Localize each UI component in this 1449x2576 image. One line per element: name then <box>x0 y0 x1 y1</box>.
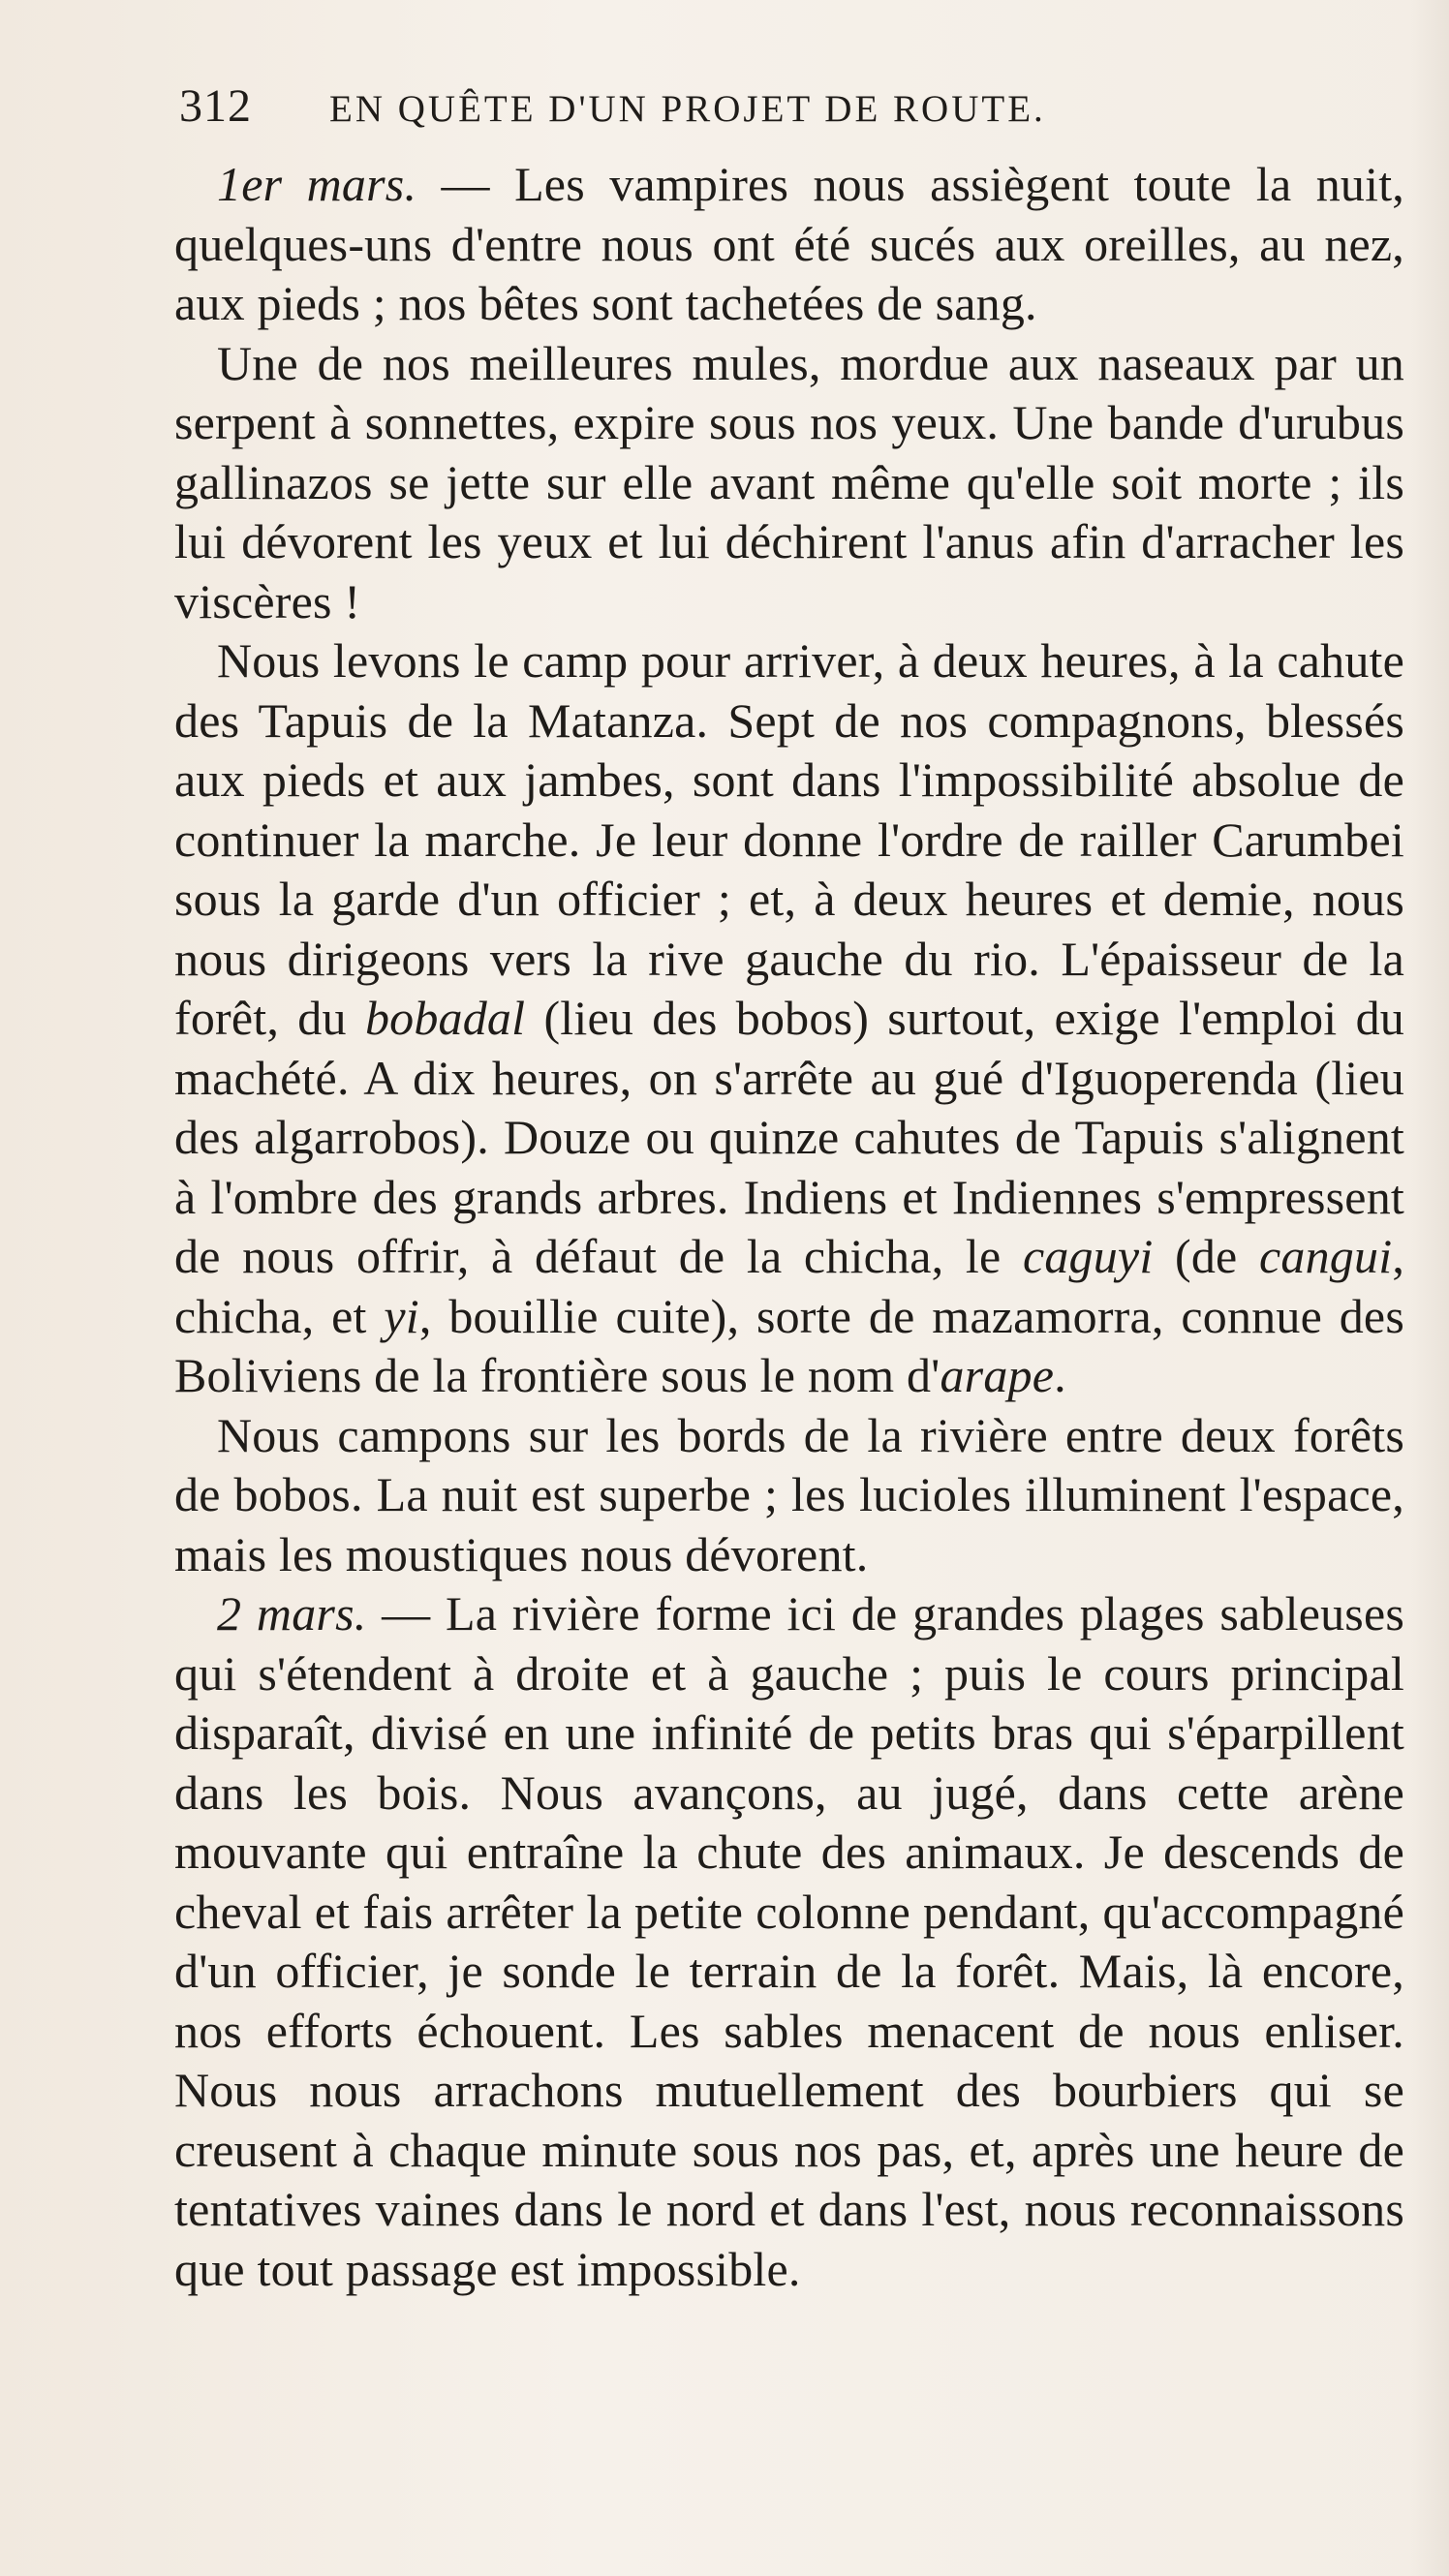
term-arape: arape <box>940 1348 1055 1402</box>
term-yi: yi <box>384 1288 419 1343</box>
paragraph-camp <box>174 631 1404 1406</box>
paragraph-text: Nous levons le camp pour arriver, à deux heures, à la cahute des Tapuis de la Matanza. Sept de nos compagnons, blessés aux pieds et aux jambes, sont dans l'impossibilité absolue de continuer la marche. Je leur donne l'ordre de railler Carumbei sous la garde d'un officier ; et, à deux heures et demie, nous nous dirigeons vers la rive gauche du rio. L'épaisseur de la forêt, du <box>174 633 1404 1045</box>
paragraph-text: Nous campons sur les bords de la rivière entre deux forêts de bobos. La nuit est superbe ; les lucioles illuminent l'espace, mais les moustiques nous dévorent. <box>174 1407 1404 1581</box>
paragraph-night <box>174 1406 1404 1585</box>
body-text <box>174 155 1404 2299</box>
page-header <box>179 79 1206 133</box>
paragraph-text: — La rivière forme ici de grandes plages sableuses qui s'étendent à droite et à gauche ; puis le cours principal disparaît, divisé en une infinité de petits bras qui s'éparpillent dans les bois. Nous avançons, au jugé, dans cette arène mouvante qui entraîne la chute des animaux. Je descends de cheval et fais arrêter la petite colonne pendant, qu'accompagné d'un officier, je sonde le terrain de la forêt. Mais, là encore, nos efforts échouent. Les sables menacent de nous enliser. Nous nous arrachons mutuellement des bourbiers qui se creusent à chaque minute sous nos pas, et, après une heure de tentatives vaines dans le nord et dans l'est, nous reconnaissons que tout passage est impossible. <box>174 1586 1404 2296</box>
paragraph-1-march <box>174 155 1404 334</box>
paragraph-mule <box>174 334 1404 632</box>
paragraph-text: . <box>1054 1348 1066 1402</box>
term-bobadal: bobadal <box>364 991 526 1045</box>
paragraph-2-march <box>174 1584 1404 2299</box>
paragraph-text: , bouillie cuite), sorte de mazamorra, connue des Boliviens de la frontière sous le nom d' <box>174 1288 1404 1402</box>
running-title: EN QUÊTE D'UN PROJET DE ROUTE. <box>329 88 1046 130</box>
dateline-1-march: 1er mars. <box>217 157 417 211</box>
dateline-2-march: 2 mars. <box>217 1586 367 1641</box>
page-number: 312 <box>179 80 252 132</box>
term-cangui: cangui <box>1259 1229 1393 1283</box>
paragraph-text: Une de nos meilleures mules, mordue aux naseaux par un serpent à sonnettes, expire sous nos yeux. Une bande d'urubus gallinazos se jette sur elle avant même qu'elle soit morte ; ils lui dévorent les yeux et lui déchirent l'anus afin d'arracher les viscères ! <box>174 335 1404 629</box>
term-caguyi: caguyi <box>1022 1229 1154 1283</box>
paragraph-text: — Les vampires nous assiègent toute la nuit, quelques-uns d'entre nous ont été sucés aux oreilles, au nez, aux pieds ; nos bêtes sont tachetées de sang. <box>174 157 1404 330</box>
page-edge-shadow <box>1410 0 1449 2576</box>
paragraph-text: (lieu des bobos) surtout, exige l'emploi du machété. A dix heures, on s'arrête au gué d'Iguoperenda (lieu des algarrobos). Douze ou quinze cahutes de Tapuis s'alignent à l'ombre des grands arbres. Indiens et Indiennes s'empressent de nous offrir, à défaut de la chicha, le <box>174 991 1405 1283</box>
paragraph-text: , chicha, et <box>174 1229 1405 1343</box>
paragraph-text: (de <box>1153 1229 1260 1283</box>
